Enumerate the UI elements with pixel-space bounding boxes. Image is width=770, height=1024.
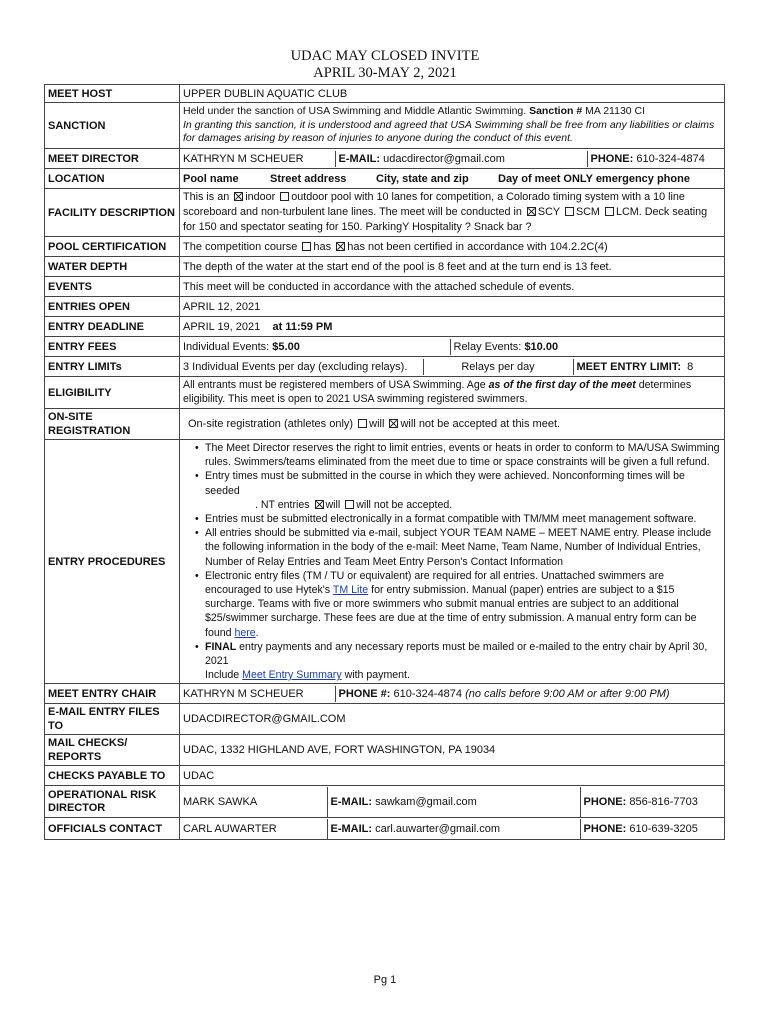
officials-email-label: E-MAIL: [330, 822, 373, 835]
label-entry-fees: ENTRY FEES [45, 337, 180, 357]
indiv-fee-label: Individual Events: [183, 340, 270, 353]
label-risk-director: OPERATIONAL RISK DIRECTOR [45, 786, 180, 818]
row-entries-open [45, 297, 725, 317]
row-checks-payable [45, 766, 725, 786]
row-entry-chair [45, 684, 725, 704]
row-meet-director [45, 149, 725, 169]
risk-director-phone: 856-816-7703 [629, 795, 698, 808]
outdoor-checkbox[interactable] [280, 192, 289, 201]
row-pool-cert [45, 237, 725, 257]
officials-name: CARL AUWARTER [180, 819, 327, 839]
manual-entry-form-link[interactable]: here [234, 626, 256, 639]
row-water-depth [45, 257, 725, 277]
risk-director-email: sawkam@gmail.com [375, 795, 477, 808]
procedure-item: • Entry times must be submitted in the course in which they were achieved. Nonconforming times will be seeded . NT entries will will not be accepted. [195, 469, 721, 512]
label-officials: OFFICIALS CONTACT [45, 818, 180, 840]
location-emergency-phone: Day of meet ONLY emergency phone [498, 172, 690, 185]
procedure-item: • All entries should be submitted via e-mail, subject YOUR TEAM NAME – MEET NAME entry. Please include the following information in the body of the e-mail: Meet Name, Team Name, Number of Individual Entries, Number of Relay Entries and Team Meet Entry Person's Contact Information [195, 526, 721, 569]
entry-chair-name: KATHRYN M SCHEUER [180, 686, 335, 702]
eligibility-text-2: determines eligibility. This meet is open to 2021 USA swimming registered swimmers. [183, 379, 692, 405]
scm-checkbox[interactable] [565, 207, 574, 216]
nt-will-checkbox[interactable] [315, 500, 324, 509]
indoor-label: indoor [245, 191, 276, 203]
row-sanction [45, 103, 725, 149]
row-facility [45, 189, 725, 237]
procedure-item: • Electronic entry files (TM / TU or equivalent) are required for all entries. Unattached swimmers are encouraged to use Hytek's TM Lite for entry submission. Manual (paper) entries are subject to a $15 surcharge. Teams with five or more swimmers who submit manual entries are subject to an additional $25/swimmer surcharge. These fees are due at the time of entry submission. A manual entry form can be found here. [195, 569, 721, 640]
label-procedures: ENTRY PROCEDURES [45, 440, 180, 684]
has-label: has [313, 240, 332, 253]
row-entry-fees [45, 337, 725, 357]
label-events: EVENTS [45, 277, 180, 297]
row-meet-host [45, 85, 725, 103]
tm-lite-link[interactable]: TM Lite [332, 584, 369, 597]
sanction-text: Held under the sanction of USA Swimming and Middle Atlantic Swimming. [183, 105, 527, 118]
row-mail-checks [45, 735, 725, 766]
entry-deadline-value: APRIL 19, 2021 [183, 320, 261, 333]
row-procedures [45, 440, 725, 684]
label-facility: FACILITY DESCRIPTION [45, 189, 180, 237]
label-sanction: SANCTION [45, 103, 180, 149]
meet-director-phone-label: PHONE: [590, 152, 634, 165]
indiv-limit: 3 Individual Events per day (excluding relays). [180, 359, 423, 375]
onsite-will-label: will [369, 418, 385, 430]
label-pool-cert: POOL CERTIFICATION [45, 237, 180, 257]
onsite-text: On-site registration (athletes only) [188, 418, 354, 430]
meet-limit-label: MEET ENTRY LIMIT: [576, 360, 681, 373]
officials-phone: 610-639-3205 [629, 822, 698, 835]
facility-seating: LCM. Deck seating for 150 and spectator seating for 150. ParkingY Hospitality ? Snack bar ? [183, 206, 708, 233]
meet-director-email: udacdirector@gmail.com [383, 152, 505, 165]
officials-phone-label: PHONE: [583, 822, 627, 835]
scy-checkbox[interactable] [527, 207, 536, 216]
row-events [45, 277, 725, 297]
entry-chair-note: (no calls before 9:00 AM or after 9:00 PM) [465, 687, 670, 700]
has-not-label: has not been certified in accordance with 104.2.2C(4) [347, 240, 608, 253]
label-entry-deadline: ENTRY DEADLINE [45, 317, 180, 337]
label-eligibility: ELIGIBILITY [45, 377, 180, 409]
pool-cert-text: The competition course [183, 240, 298, 253]
indoor-checkbox[interactable] [234, 192, 243, 201]
risk-director-email-label: E-MAIL: [330, 795, 373, 808]
procedure-item: • Entries must be submitted electronically in a format compatible with TM/MM meet management software. [195, 512, 721, 526]
events-value: This meet will be conducted in accordance with the attached schedule of events. [180, 277, 725, 297]
sanction-number: MA 21130 CI [585, 105, 646, 118]
procedure-item: • FINAL entry payments and any necessary reports must be mailed or e-mailed to the entry chair by April 30, 2021 Include Meet Entry Summary with payment. [195, 640, 721, 683]
procedures-list [183, 441, 721, 682]
scm-label: SCM [575, 206, 600, 218]
label-meet-host: MEET HOST [45, 85, 180, 103]
lcm-checkbox[interactable] [605, 207, 614, 216]
location-street-address: Street address [270, 172, 347, 185]
checks-payable-value: UDAC [180, 766, 725, 786]
meet-host-value: UPPER DUBLIN AQUATIC CLUB [180, 85, 725, 103]
onsite-will-not-checkbox[interactable] [389, 419, 398, 428]
mail-checks-value: UDAC, 1332 HIGHLAND AVE, FORT WASHINGTON, PA 19034 [180, 735, 725, 766]
nt-will-not-checkbox[interactable] [345, 500, 354, 509]
label-meet-director: MEET DIRECTOR [45, 149, 180, 169]
eligibility-text: All entrants must be registered members of USA Swimming. Age [183, 379, 486, 391]
label-email-files: E-MAIL ENTRY FILES TO [45, 704, 180, 735]
onsite-will-checkbox[interactable] [358, 419, 367, 428]
risk-director-name: MARK SAWKA [180, 787, 327, 817]
meet-info-table [44, 84, 725, 840]
eligibility-emphasis: as of the first day of the meet [488, 379, 636, 391]
row-email-files [45, 704, 725, 735]
scy-label: SCY [537, 206, 560, 218]
row-location [45, 169, 725, 189]
page-number: Pg 1 [373, 974, 397, 986]
meet-director-name: KATHRYN M SCHEUER [180, 151, 335, 167]
facility-text: This is an [183, 191, 230, 203]
entries-open-value: APRIL 12, 2021 [180, 297, 725, 317]
procedure-item: • The Meet Director reserves the right to limit entries, events or heats in order to conform to MA/USA Swimming rules. Swimmers/teams eliminated from the meet due to time or space constraints will be given a full refund. [195, 441, 721, 469]
onsite-will-not-label: will not be accepted at this meet. [400, 418, 561, 430]
row-risk-director [45, 786, 725, 818]
sanction-number-label: Sanction # [529, 105, 583, 118]
row-onsite [45, 409, 725, 440]
officials-email: carl.auwarter@gmail.com [375, 822, 500, 835]
label-mail-checks: MAIL CHECKS/ REPORTS [45, 735, 180, 766]
indiv-fee: $5.00 [272, 340, 300, 353]
entry-chair-phone: 610-324-4874 [393, 687, 463, 700]
relay-fee: $10.00 [524, 340, 559, 353]
entry-chair-phone-label: PHONE #: [338, 687, 391, 700]
entry-deadline-time: at 11:59 PM [272, 320, 333, 333]
relay-limit: Relays per day [423, 359, 573, 375]
row-eligibility [45, 377, 725, 409]
label-entry-limits: ENTRY LIMITs [45, 357, 180, 377]
relay-fee-label: Relay Events: [453, 340, 522, 353]
risk-director-phone-label: PHONE: [583, 795, 627, 808]
row-entry-limits [45, 357, 725, 377]
row-entry-deadline [45, 317, 725, 337]
doc-subtitle: APRIL 30-MAY 2, 2021 [313, 65, 457, 81]
has-not-checkbox[interactable] [336, 242, 345, 251]
water-depth-value: The depth of the water at the start end of the pool is 8 feet and at the turn end is 13 feet. [180, 257, 725, 277]
sanction-note: In granting this sanction, it is understood and agreed that USA Swimming shall be free from any liabilities or claims for damages arising by reason of injuries to anyone during the conduct of this event. [183, 118, 715, 145]
has-checkbox[interactable] [302, 242, 311, 251]
meet-director-email-label: E-MAIL: [338, 152, 381, 165]
label-entry-chair: MEET ENTRY CHAIR [45, 684, 180, 704]
location-pool-name: Pool name [183, 172, 239, 185]
meet-entry-summary-link[interactable]: Meet Entry Summary [242, 669, 342, 682]
facility-description: outdoor pool with 10 lanes for competition, a Colorado timing system with a 10 line scoreboard and non-turbulent lane lines. The meet will be conducted in [183, 191, 685, 218]
row-officials [45, 818, 725, 840]
label-water-depth: WATER DEPTH [45, 257, 180, 277]
meet-director-phone: 610-324-4874 [636, 152, 705, 165]
label-location: LOCATION [45, 169, 180, 189]
meet-limit-value: 8 [687, 360, 694, 373]
label-entries-open: ENTRIES OPEN [45, 297, 180, 317]
label-onsite: ON-SITE REGISTRATION [45, 409, 180, 440]
email-files-value: UDACDIRECTOR@GMAIL.COM [180, 704, 725, 735]
label-checks-payable: CHECKS PAYABLE TO [45, 766, 180, 786]
doc-title: UDAC MAY CLOSED INVITE [290, 48, 480, 64]
location-city-state-zip: City, state and zip [376, 172, 469, 185]
